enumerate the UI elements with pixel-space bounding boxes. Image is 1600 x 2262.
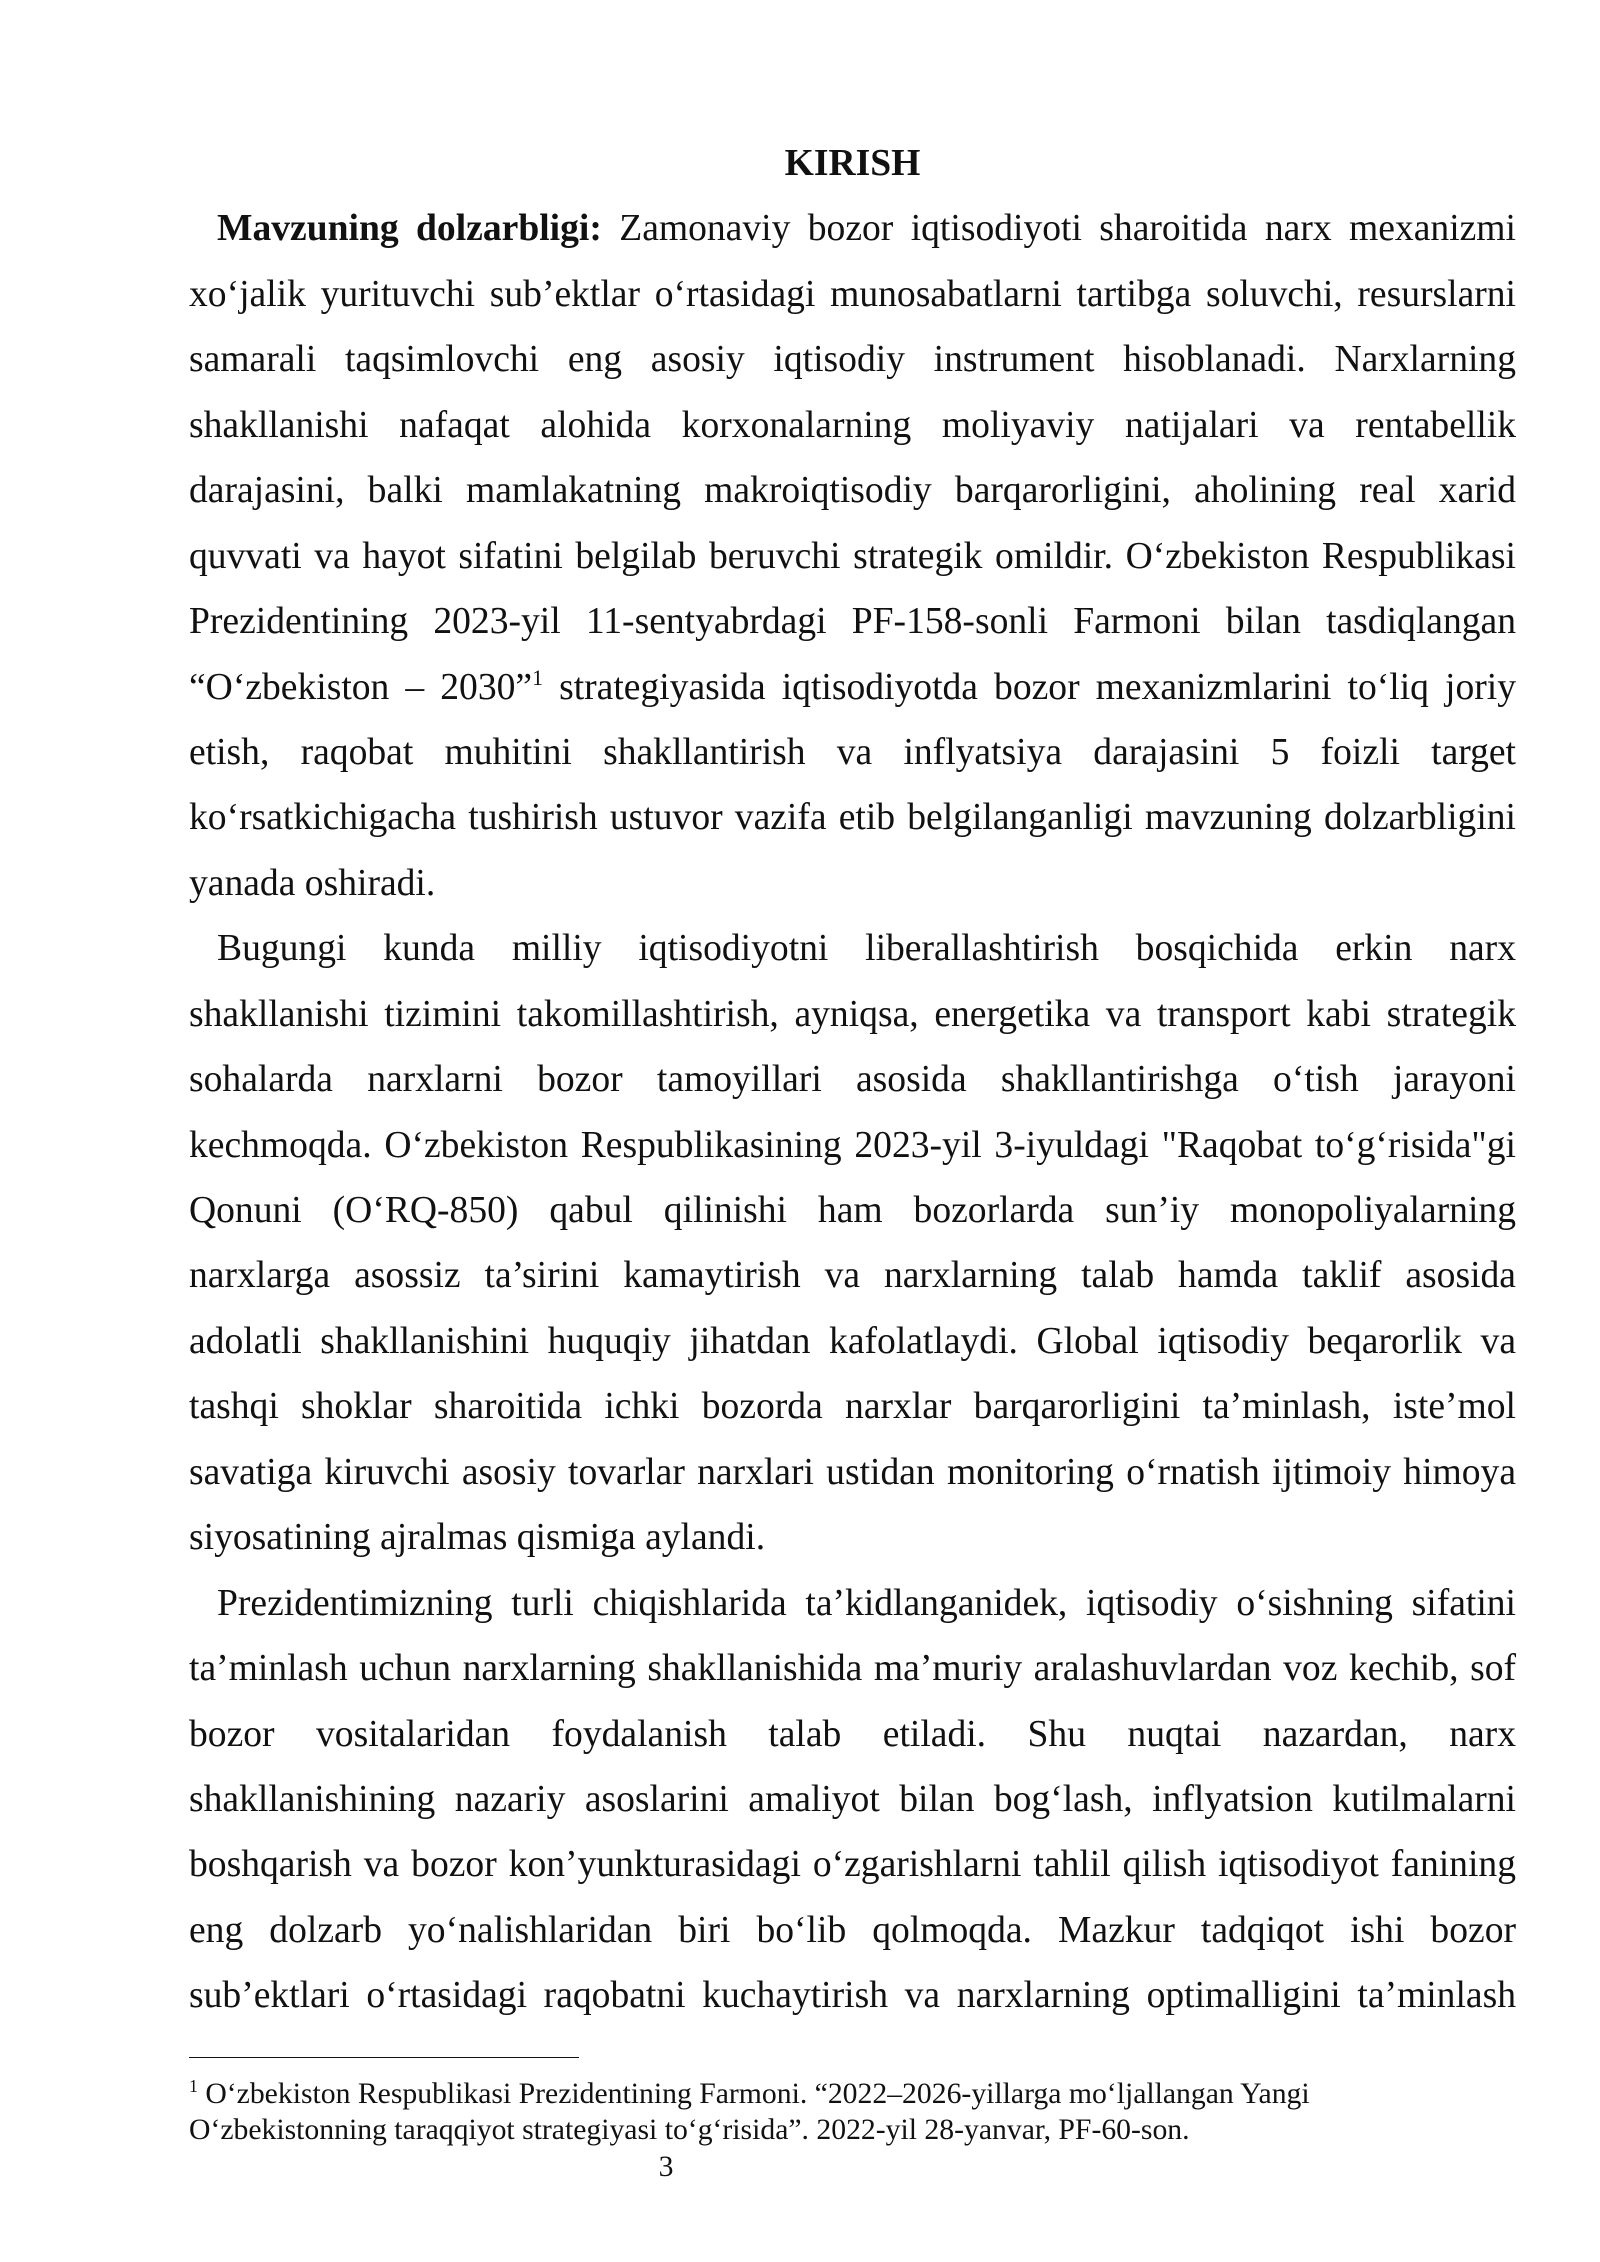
paragraph-line: shakllanishi tizimini takomillashtirish, ayniqsa, energetika va transport kabi strategik [189, 993, 1516, 1035]
paragraph-line: quvvati va hayot sifatini belgilab beruvchi strategik omildir. O‘zbekiston Respublikasi [189, 535, 1516, 577]
paragraph-line: yanada oshiradi. [189, 862, 436, 904]
paragraph-line: ko‘rsatkichigacha tushirish ustuvor vazifa etib belgilanganligi mavzuning dolzarbligini [189, 797, 1516, 839]
lead-heading: Mavzuning dolzarbligi: [217, 208, 602, 250]
paragraph-line [189, 196, 1516, 261]
paragraph-line: Qonuni (O‘RQ-850) qabul qilinishi ham bozorlarda sun’iy monopoliyalarning [189, 1190, 1516, 1231]
paragraph-line: shakllanishining nazariy asoslarini amaliyot bilan bog‘lash, inflyatsion kutilmalarni [189, 1778, 1516, 1820]
paragraph-line: Bugungi kunda milliy iqtisodiyotni liberallashtirish bosqichida erkin narx [217, 928, 1516, 970]
paragraph [189, 196, 1516, 916]
paragraph-line: etish, raqobat muhitini shakllantirish va inflyatsiya darajasini 5 foizli target [189, 731, 1516, 773]
footnote [189, 2076, 1516, 2149]
paragraph-line: Prezidentining 2023-yil 11-sentyabrdagi PF-158-sonli Farmoni bilan tasdiqlangan [189, 601, 1516, 643]
footnote-marker: 1 [189, 2076, 198, 2097]
paragraph-line [189, 655, 1516, 720]
paragraph-line: adolatli shakllanishini huquqiy jihatdan kafolatlaydi. Global iqtisodiy beqarorlik va [189, 1320, 1516, 1362]
footnote-text: O‘zbekiston Respublikasi Prezidentining Farmoni. “2022–2026-yillarga mo‘ljallangan Yangi [205, 2078, 1310, 2110]
footnote-separator [189, 2057, 579, 2058]
paragraph-line: tashqi shoklar sharoitida ichki bozorda narxlar barqarorligini ta’minlash, iste’mol [189, 1386, 1516, 1428]
paragraph-line: ta’minlash uchun narxlarning shakllanishida ma’muriy aralashuvlardan voz kechib, sof [189, 1648, 1516, 1690]
paragraph-line: narxlarga asossiz ta’sirini kamaytirish va narxlarning talab hamda taklif asosida [189, 1255, 1516, 1297]
paragraph-line: shakllanishi nafaqat alohida korxonalarning moliyaviy natijalari va rentabellik [189, 404, 1516, 446]
paragraph-line: xo‘jalik yurituvchi sub’ektlar o‘rtasidagi munosabatlarni tartibga soluvchi, resurslarni [189, 273, 1516, 315]
paragraph-line: samarali taqsimlovchi eng asosiy iqtisodiy instrument hisoblanadi. Narxlarning [189, 339, 1516, 381]
paragraph-line: siyosatining ajralmas qismiga aylandi. [189, 1517, 766, 1559]
footnote-line [189, 2076, 1516, 2112]
page-number: 3 [658, 2151, 674, 2183]
paragraph-line: boshqarish va bozor kon’yunkturasidagi o‘zgarishlarni tahlil qilish iqtisodiyot fanining [189, 1844, 1516, 1886]
paragraph-line: eng dolzarb yo‘nalishlaridan biri bo‘lib qolmoqda. Mazkur tadqiqot ishi bozor [189, 1909, 1516, 1951]
page-body [189, 131, 1516, 2029]
paragraph-line: Prezidentimizning turli chiqishlarida ta’kidlanganidek, iqtisodiy o‘sishning sifatini [217, 1582, 1516, 1624]
paragraph [189, 916, 1516, 1570]
paragraph-line: darajasini, balki mamlakatning makroiqtisodiy barqarorligini, aholining real xarid [189, 470, 1516, 512]
paragraph-line: kechmoqda. O‘zbekiston Respublikasining 2023-yil 3-iyuldagi "Raqobat to‘g‘risida"gi [189, 1124, 1516, 1166]
line-text: strategiyasida iqtisodiyotda bozor mexanizmlarini to‘liq joriy [559, 666, 1516, 708]
footnote-reference: 1 [532, 666, 544, 691]
paragraph-line: savatiga kiruvchi asosiy tovarlar narxlari ustidan monitoring o‘rnatish ijtimoiy himoya [189, 1451, 1516, 1493]
paragraph-line: bozor vositalaridan foydalanish talab etiladi. Shu nuqtai nazardan, narx [189, 1713, 1516, 1755]
page-title: KIRISH [784, 143, 921, 184]
strategy-name: “O‘zbekiston – 2030” [189, 666, 533, 708]
paragraph [189, 1571, 1516, 2029]
line-text: Zamonaviy bozor iqtisodiyoti sharoitida narx mexanizmi [619, 208, 1516, 250]
paragraph-line: sohalarda narxlarni bozor tamoyillari asosida shakllantirishga o‘tish jarayoni [189, 1059, 1516, 1101]
paragraph-line: sub’ektlari o‘rtasidagi raqobatni kuchaytirish va narxlarning optimalligini ta’minlash [189, 1975, 1516, 2017]
footnote-line: O‘zbekistonning taraqqiyot strategiyasi to‘g‘risida”. 2022-yil 28-yanvar, PF-60-son. [189, 2114, 1190, 2147]
